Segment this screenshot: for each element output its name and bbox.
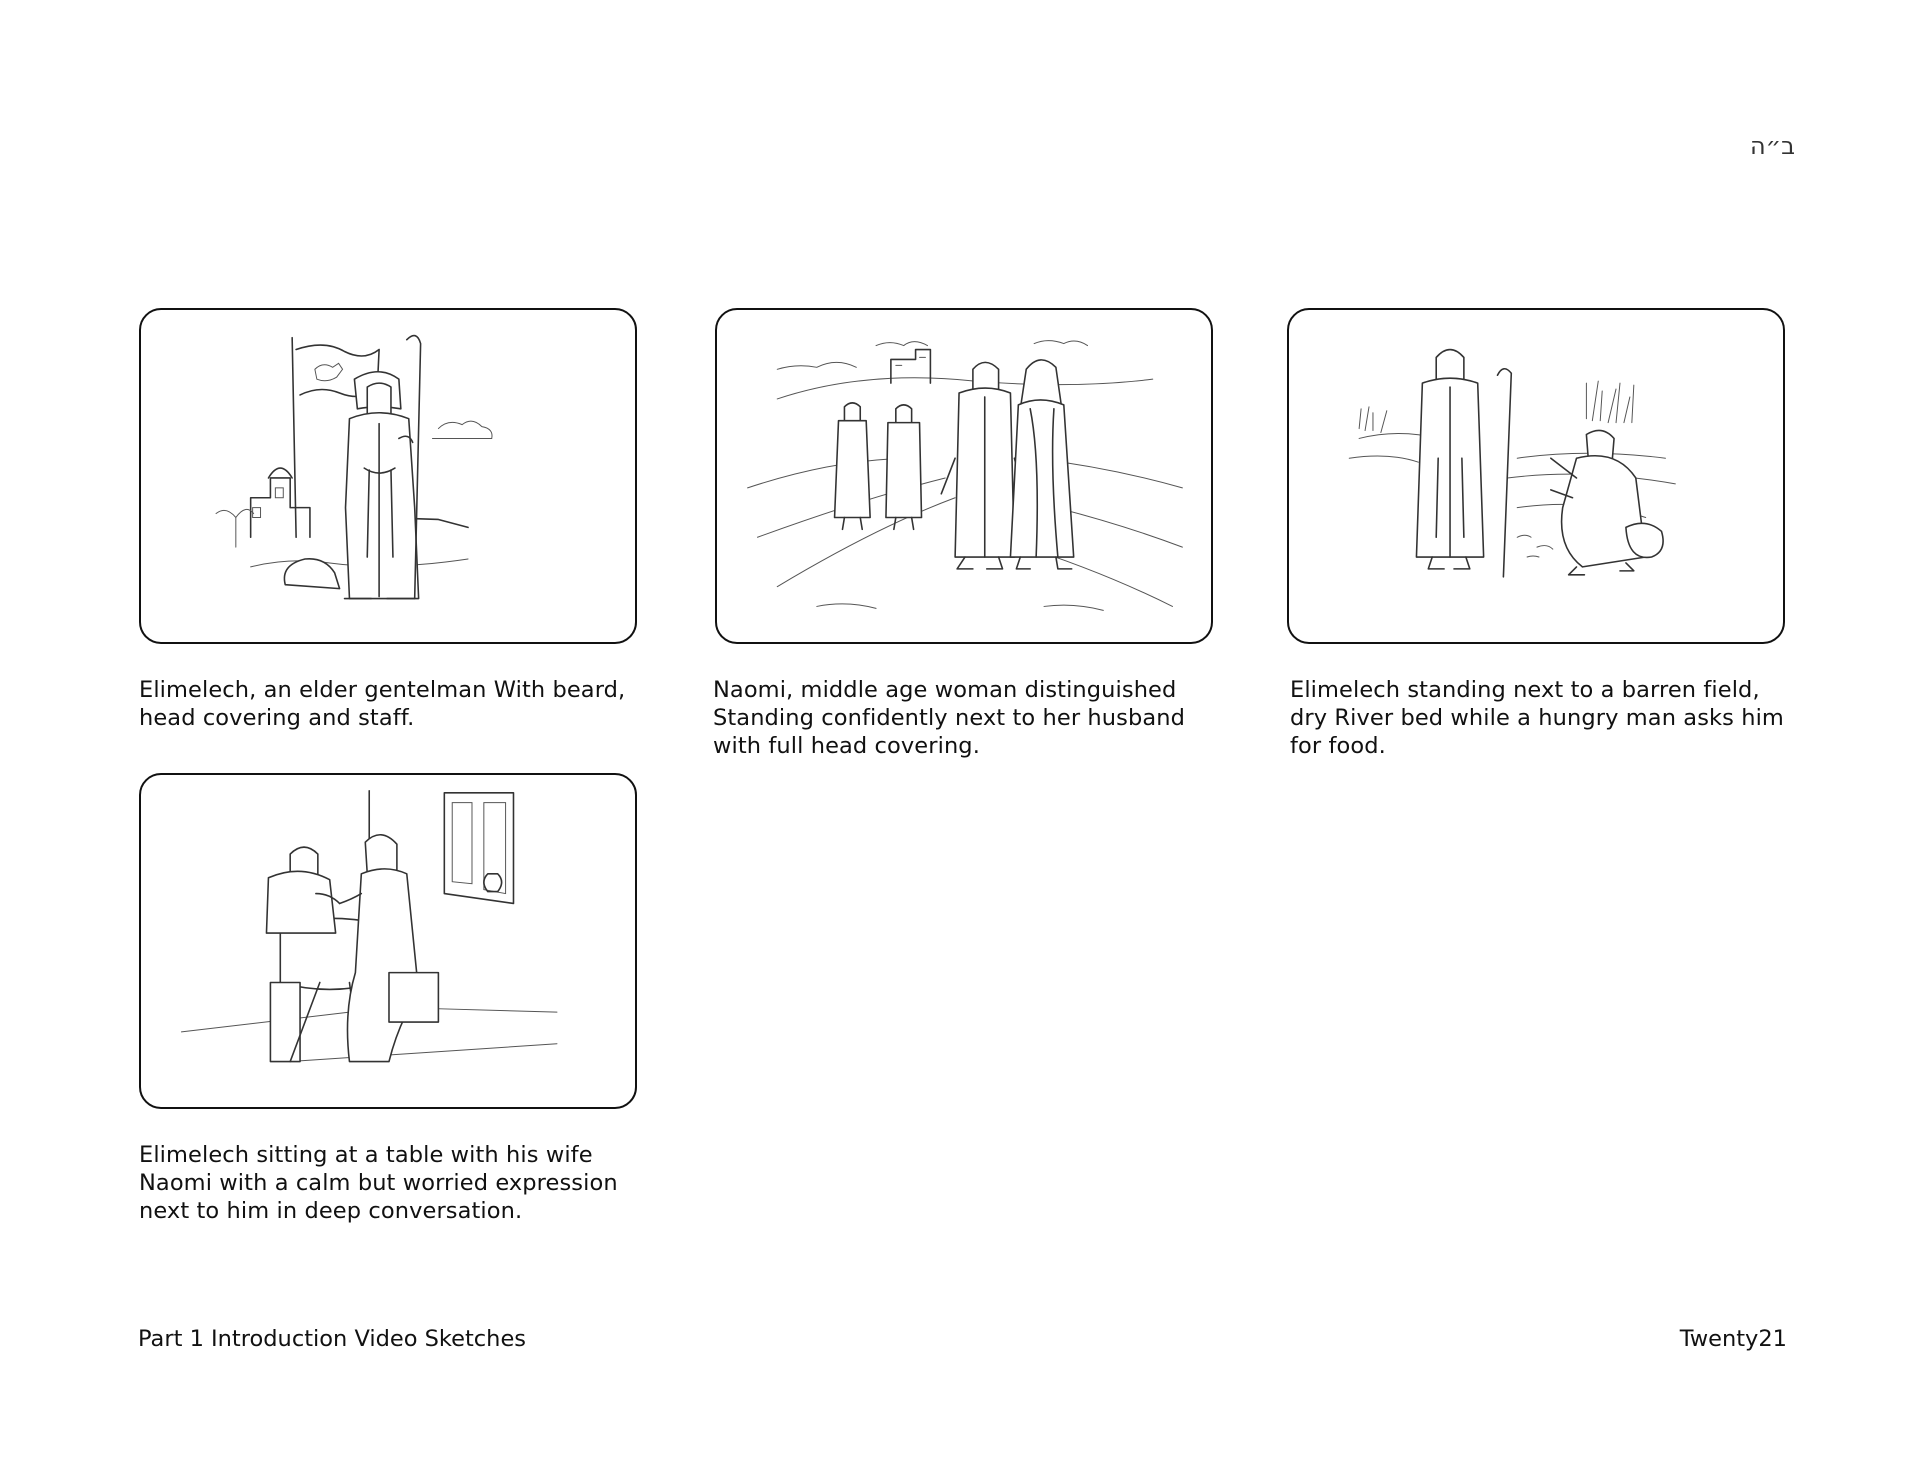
- panel-caption-3: Elimelech standing next to a barren field, dry River bed while a hungry man asks him for food.: [1290, 677, 1784, 759]
- sketch-frame-1: [139, 308, 637, 644]
- elder-by-river-with-hungry-man-sketch-icon: [1289, 310, 1783, 642]
- footer-brand: Twenty21: [1679, 1326, 1787, 1352]
- footer-title: Part 1 Introduction Video Sketches: [138, 1326, 527, 1352]
- elder-with-staff-and-flag-sketch-icon: [141, 310, 635, 642]
- panel-caption-1: Elimelech, an elder gentelman With beard, head covering and staff.: [139, 677, 626, 731]
- family-walking-on-road-sketch-icon: [717, 310, 1211, 642]
- sketch-frame-4: [139, 773, 637, 1109]
- sketch-frame-3: [1287, 308, 1785, 644]
- panel-caption-4: Elimelech sitting at a table with his wife Naomi with a calm but worried expression next to him in deep conversation.: [139, 1142, 618, 1224]
- sketch-frame-2: [715, 308, 1213, 644]
- bh-mark: ב״ה: [1749, 132, 1795, 160]
- couple-at-table-sketch-icon: [141, 775, 635, 1107]
- panel-caption-2: Naomi, middle age woman distinguished Standing confidently next to her husband with full head covering.: [713, 677, 1185, 759]
